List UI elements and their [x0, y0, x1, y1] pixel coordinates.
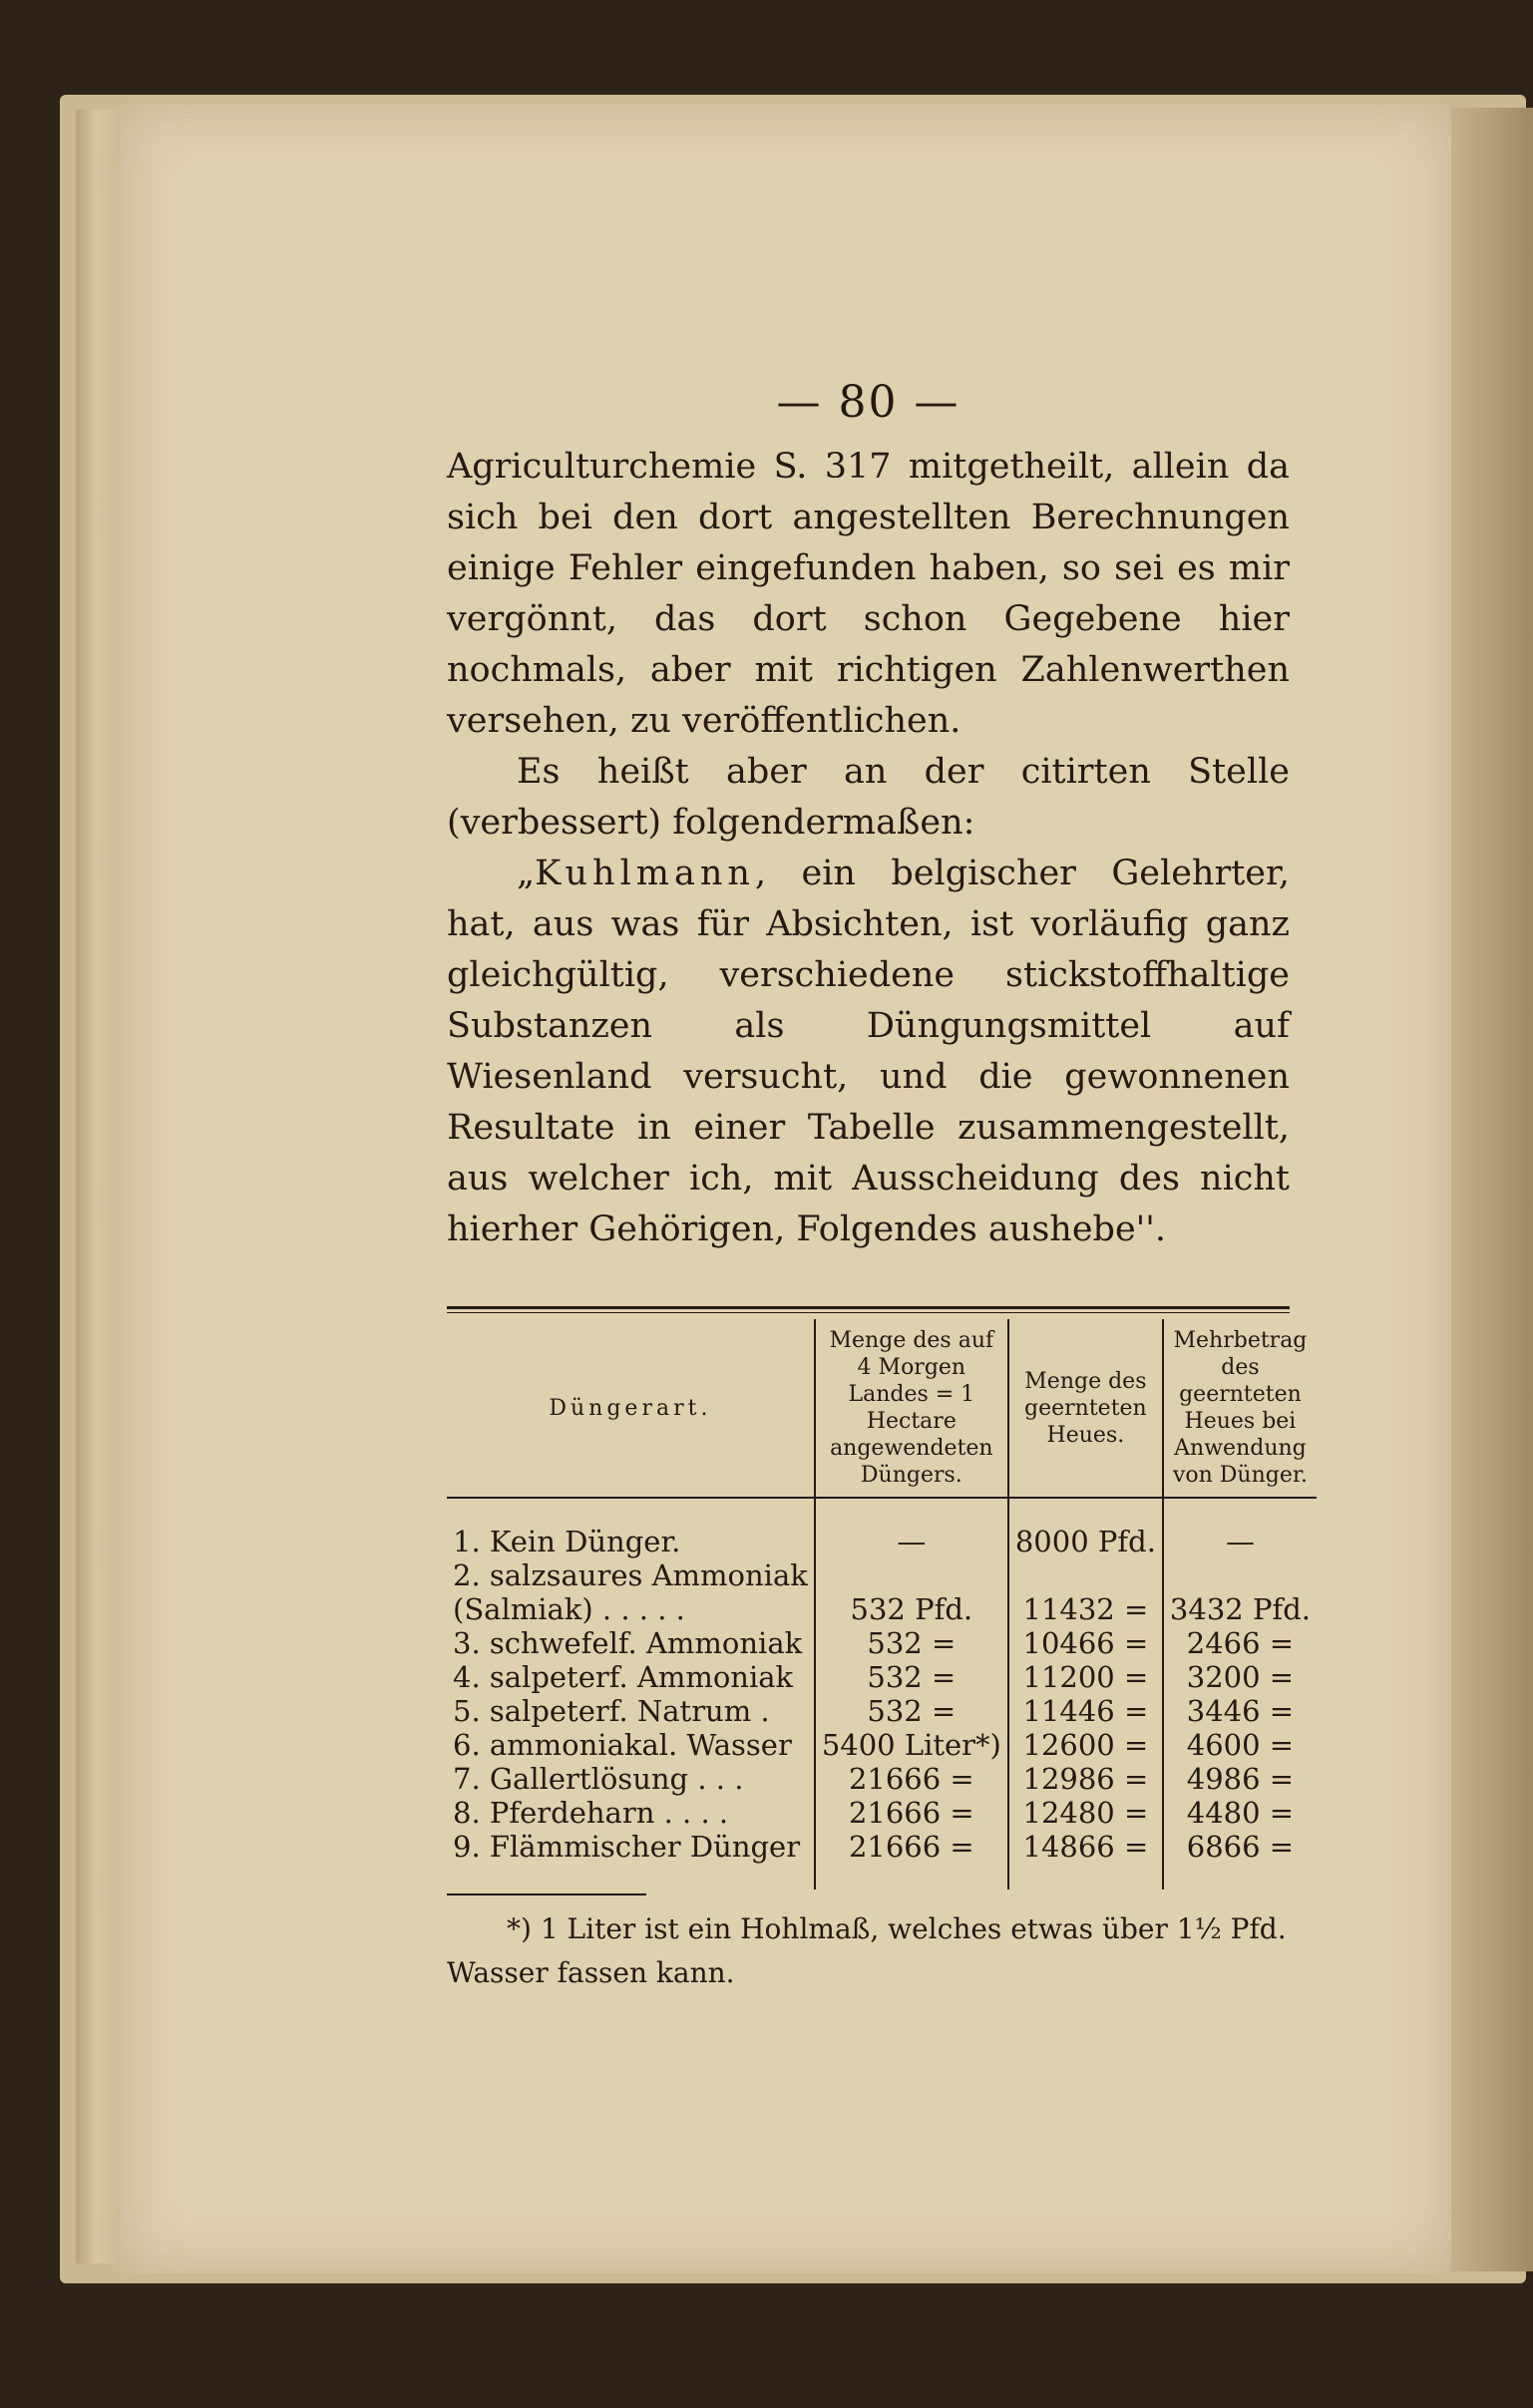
footnote-line-1: *) 1 Liter ist ein Hohlmaß, welches etwas über 1½ Pfd. [507, 1912, 1287, 1945]
table-row [447, 1592, 1317, 1626]
cell-surplus: 2466 = [1163, 1626, 1317, 1660]
cell-type: 7. Gallertlösung . . . [453, 1762, 744, 1796]
fertilizer-table [447, 1319, 1317, 1890]
cell-surplus: 3200 = [1163, 1660, 1317, 1694]
cell-amount: 21666 = [815, 1796, 1008, 1830]
cell-amount: 532 = [815, 1626, 1008, 1660]
cell-surplus: 4986 = [1163, 1762, 1317, 1796]
cell-type: 2. salzsaures Ammoniak [453, 1558, 808, 1592]
cell-yield: 14866 = [1008, 1830, 1163, 1890]
cell-type: 4. salpeterf. Ammoniak [453, 1660, 794, 1694]
table-row [447, 1558, 1317, 1592]
cell-surplus: 3432 Pfd. [1163, 1592, 1317, 1626]
cell-amount: 532 = [815, 1694, 1008, 1728]
cell-surplus: — [1163, 1498, 1317, 1558]
table-top-rule [447, 1306, 1290, 1313]
cell-amount: — [815, 1498, 1008, 1558]
cell-yield: 10466 = [1008, 1626, 1163, 1660]
quote-open: „ [517, 854, 536, 893]
header-amount: Menge des auf 4 Morgen Landes = 1 Hectare angewendeten Düngers. [815, 1319, 1008, 1498]
cell-amount: 5400 Liter*) [815, 1728, 1008, 1762]
paragraph-2: Es heißt aber an der citirten Stelle (verbessert) folgendermaßen: [447, 752, 1290, 843]
paragraph-1: Agriculturchemie S. 317 mitgetheilt, allein da sich bei den dort angestellten Berechnungen einige Fehler eingefunden haben, so sei es mir vergönnt, das dort schon Gegebene hier nochmals, aber mit richtigen Zahlenwerthen versehen, zu veröffentlichen. [447, 447, 1290, 741]
table-row [447, 1694, 1317, 1728]
cell-amount: 532 = [815, 1660, 1008, 1694]
quote-name: Kuhlmann [535, 854, 755, 893]
table-header-row [447, 1319, 1317, 1498]
table-row [447, 1796, 1317, 1830]
fertilizer-table-section [447, 1306, 1311, 1995]
table-row [447, 1728, 1317, 1762]
cell-amount: 21666 = [815, 1830, 1008, 1890]
paragraph-3 [447, 849, 1290, 1255]
cell-amount: 21666 = [815, 1762, 1008, 1796]
cell-type: (Salmiak) . . . . . [453, 1592, 685, 1626]
cell-surplus: 3446 = [1163, 1694, 1317, 1728]
header-fertilizer-type: Düngerart. [447, 1319, 815, 1498]
cell-type: 1. Kein Dünger. [453, 1525, 681, 1558]
cell-yield: 11200 = [1008, 1660, 1163, 1694]
cell-surplus: 4600 = [1163, 1728, 1317, 1762]
cell-yield: 12480 = [1008, 1796, 1163, 1830]
cell-yield [1008, 1558, 1163, 1592]
page-text [447, 377, 1290, 1255]
page-edges-left [76, 110, 126, 2263]
table-row [447, 1626, 1317, 1660]
footnote-line-2: Wasser fassen kann. [447, 1956, 735, 1989]
page-number: — 80 — [776, 377, 960, 428]
footnote [447, 1907, 1290, 1995]
table-row [447, 1498, 1317, 1558]
cell-amount: 532 Pfd. [815, 1592, 1008, 1626]
cell-type: 9. Flämmischer Dünger [453, 1830, 801, 1864]
facing-page-edge [1451, 108, 1533, 2271]
footnote-rule [447, 1893, 646, 1895]
header-surplus: Mehrbetrag des geernteten Heues bei Anwendung von Dünger. [1163, 1319, 1317, 1498]
cell-surplus: 4480 = [1163, 1796, 1317, 1830]
cell-surplus: 6866 = [1163, 1830, 1317, 1890]
cell-yield: 12600 = [1008, 1728, 1163, 1762]
cell-type: 6. ammoniakal. Wasser [453, 1728, 792, 1762]
cell-amount [815, 1558, 1008, 1592]
table-row [447, 1830, 1317, 1890]
cell-type: 8. Pferdeharn . . . . [453, 1796, 729, 1830]
quote-text: , ein belgischer Gelehrter, hat, aus was für Absichten, ist vorläufig ganz gleichgültig, verschiedene stickstoffhaltige Substanzen als Düngungsmittel auf Wiesenland versucht, und die gewonnenen Resultate in einer Tabelle zusammengestellt, aus welcher ich, mit Ausscheidung des nicht hierher Gehörigen, Folgendes aushebe''. [447, 854, 1290, 1249]
cell-surplus [1163, 1558, 1317, 1592]
cell-yield: 8000 Pfd. [1008, 1498, 1163, 1558]
table-row [447, 1762, 1317, 1796]
cell-yield: 12986 = [1008, 1762, 1163, 1796]
cell-type: 3. schwefelf. Ammoniak [453, 1626, 803, 1660]
header-hay-yield: Menge des geernteten Heues. [1008, 1319, 1163, 1498]
cell-yield: 11432 = [1008, 1592, 1163, 1626]
cell-yield: 11446 = [1008, 1694, 1163, 1728]
table-row [447, 1660, 1317, 1694]
cell-type: 5. salpeterf. Natrum . [453, 1694, 770, 1728]
